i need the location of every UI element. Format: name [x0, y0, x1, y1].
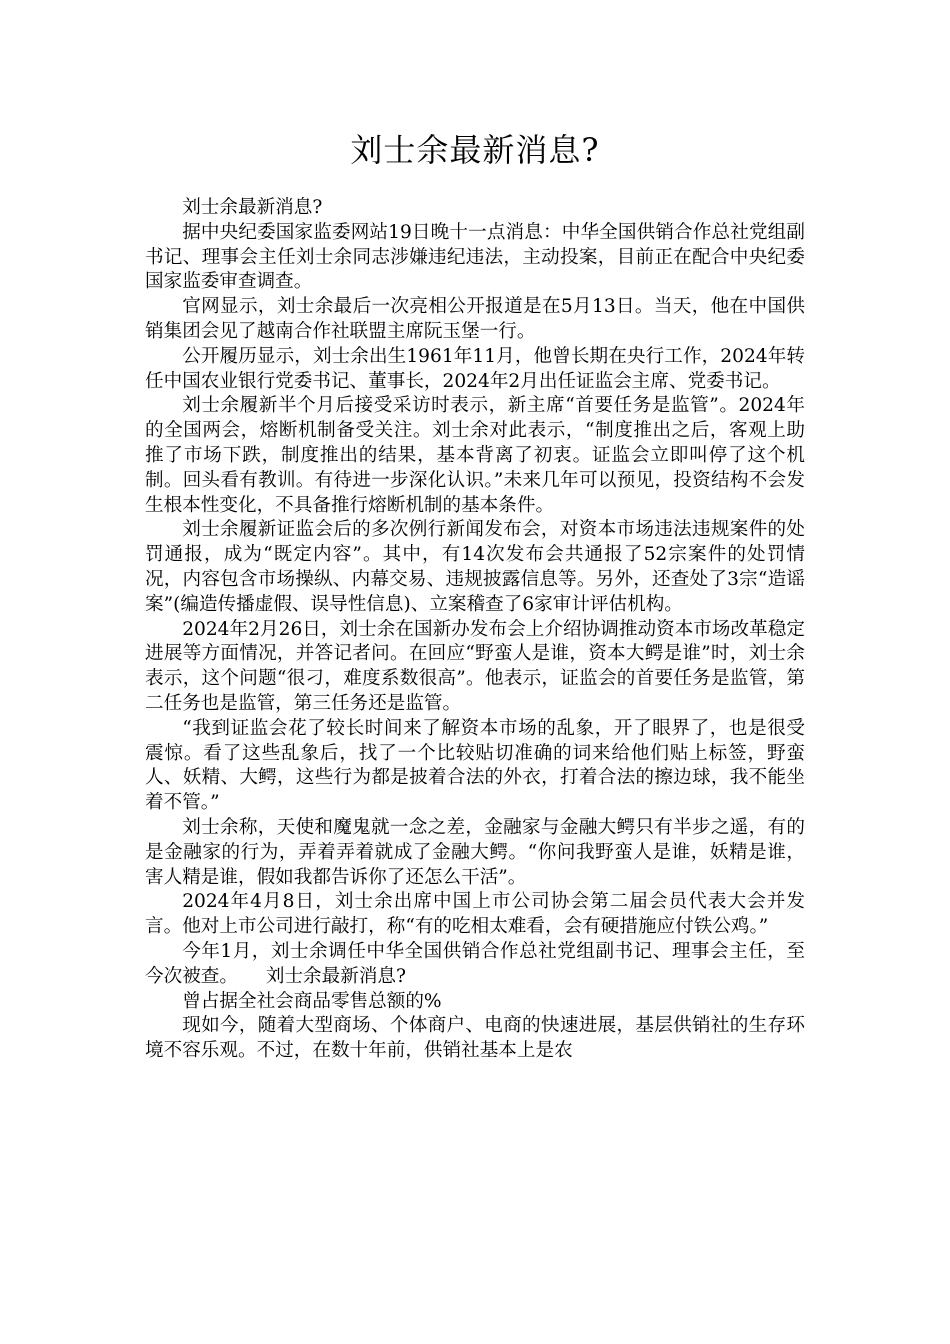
paragraph: 今年1月，刘士余调任中华全国供销合作总社党组副书记、理事会主任，至今次被查。 刘士余最新消息? — [145, 940, 805, 987]
paragraph: 刘士余称，天使和魔鬼就一念之差，金融家与金融大鳄只有半步之遥，有的是金融家的行为，弄着弄着就成了金融大鳄。“你问我野蛮人是谁，妖精是谁，害人精是谁，假如我都告诉你了还怎么干活”。 — [145, 816, 805, 888]
paragraph: 现如今，随着大型商场、个体商户、电商的快速进展，基层供销社的生存环境不容乐观。不过，在数十年前，供销社基本上是农 — [145, 1015, 805, 1062]
paragraph: 刘士余最新消息? — [182, 197, 323, 218]
paragraph: 2024年4月8日，刘士余出席中国上市公司协会第二届会员代表大会并发言。他对上市公司进行敲打，称“有的吃相太难看，会有硬措施应付铁公鸡。” — [145, 891, 805, 938]
paragraph: “我到证监会花了较长时间来了解资本市场的乱象，开了眼界了，也是很受震惊。看了这些乱象后，找了一个比较贴切准确的词来给他们贴上标签，野蛮人、妖精、大鳄，这些行为都是披着合法的外衣，打着合法的擦边球，我不能坐着不管。” — [145, 717, 805, 814]
document-title: 刘士余最新消息? — [350, 131, 600, 169]
paragraph: 2024年2月26日，刘士余在国新办发布会上介绍协调推动资本市场改革稳定进展等方面情况，并答记者问。在回应“野蛮人是谁，资本大鳄是谁”时，刘士余表示，这个问题“很刁，难度系数很高”。他表示，证监会的首要任务是监管，第二任务也是监管，第三任务还是监管。 — [145, 618, 805, 714]
paragraph: 官网显示，刘士余最后一次亮相公开报道是在5月13日。当天，他在中国供销集团会见了越南合作社联盟主席阮玉堡一行。 — [145, 296, 805, 342]
paragraph: 刘士余履新证监会后的多次例行新闻发布会，对资本市场违法违规案件的处罚通报，成为“既定内容”。其中，有14次发布会共通报了52宗案件的处罚情况，内容包含市场操纵、内幕交易、违规披露信息等。另外，还查处了3宗“造谣案”(编造传播虚假、误导性信息)、立案稽查了6家审计评估机构。 — [145, 519, 805, 615]
paragraph: 曾占据全社会商品零售总额的% — [182, 990, 442, 1012]
document-body — [145, 196, 805, 1064]
paragraph: 据中央纪委国家监委网站19日晚十一点消息：中华全国供销合作总社党组副书记、理事会主任刘士余同志涉嫌违纪违法，主动投案，目前正在配合中央纪委国家监委审查调查。 — [145, 221, 805, 293]
document-page — [145, 0, 805, 1064]
paragraph: 公开履历显示，刘士余出生1961年11月，他曾长期在央行工作，2024年转任中国农业银行党委书记、董事长，2024年2月出任证监会主席、党委书记。 — [145, 345, 805, 392]
paragraph: 刘士余履新半个月后接受采访时表示，新主席“首要任务是监管”。2024年的全国两会，熔断机制备受关注。刘士余对此表示，“制度推出之后，客观上助推了市场下跌，制度推出的结果，基本背离了初衷。证监会立即叫停了这个机制。回头看有教训。有待进一步深化认识。”未来几年可以预见，投资结构不会发生根本性变化，不具备推行熔断机制的基本条件。 — [145, 395, 805, 516]
